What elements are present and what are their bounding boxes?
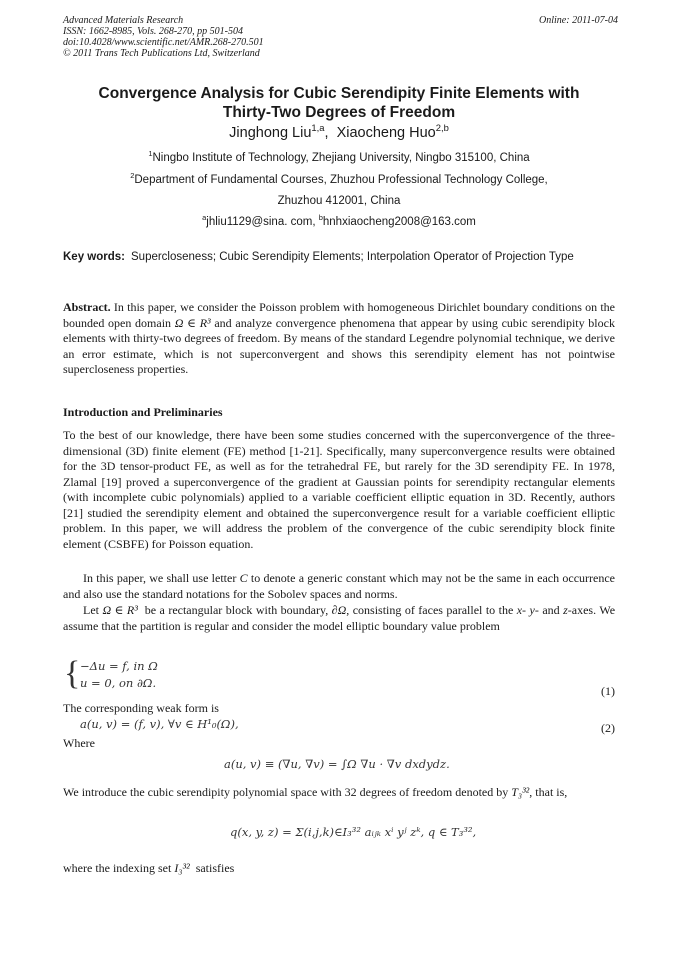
abstract-domain-expr: Ω ∈ R³ bbox=[174, 315, 211, 330]
author-emails bbox=[63, 215, 615, 229]
poly-definition: q(x, y, z) = Σ(i,j,k)∈I₃³² aᵢⱼₖ xⁱ yʲ zᵏ, q ∈ T₃³², bbox=[230, 825, 477, 839]
affiliation-2 bbox=[63, 173, 615, 187]
poly-space-symbol: T₃³² bbox=[511, 785, 530, 799]
axis-x: x- bbox=[516, 603, 527, 617]
weak-form-intro: The corresponding weak form is bbox=[63, 701, 219, 715]
keywords-text: Supercloseness; Cubic Serendipity Elements; Interpolation Operator of Projection Type bbox=[131, 251, 574, 263]
index-text-a: where the indexing set bbox=[63, 861, 175, 875]
index-text-b: satisfies bbox=[189, 861, 235, 875]
axis-y: y- bbox=[529, 603, 539, 617]
p3-text-c: , consisting of faces parallel to the bbox=[346, 603, 517, 617]
title-line-2: Thirty-Two Degrees of Freedom bbox=[222, 104, 456, 121]
affiliation-2-city: Zhuzhou 412001, China bbox=[277, 195, 401, 207]
where-label: Where bbox=[63, 736, 95, 750]
affiliation-2-text: Department of Fundamental Courses, Zhuzhou Professional Technology College, bbox=[134, 174, 548, 186]
intro-paragraph-1: To the best of our knowledge, there have been some studies concerned with the superconvergence of the three-dimensional (3D) finite element (FE) method [1-21]. Specifically, many superconvergence results were obtained for the 3D tensor-product FE, as well as for the tetrahedral FE, but rarely for the 3D serendipity FE. In 1978, Zlamal [19] proved a superconvergence of the gradient at Gaussian points for serendipity rectangular elements (with incomplete cubic polynomials) applied to a variable coefficient elliptic equation in 3D. Recently, authors [21] studied the serendipity element and obtained the superconvergence result for a variable coefficient elliptic problem. In this paper, we will address the problem of the convergence of the cubic serendipity block finite element (CSBFE) for Poisson equation. bbox=[63, 428, 615, 551]
intro-paragraph-2 bbox=[63, 571, 615, 602]
abstract-label: Abstract. bbox=[63, 300, 111, 314]
eq1-number: (1) bbox=[601, 684, 615, 698]
affiliation-1-text: Ningbo Institute of Technology, Zhejiang University, Ningbo 315100, China bbox=[152, 152, 530, 164]
p2-text-b: to denote a generic constant which may not be the same in each occurrence and also use the standard notations for the Sobolev spaces and norms. bbox=[63, 571, 616, 601]
email-a: jhliu1129@sina. com, bbox=[206, 216, 319, 228]
journal-doi: doi:10.4028/www.scientific.net/AMR.268-270.501 bbox=[63, 37, 264, 48]
author-2-affiliation: 2,b bbox=[435, 122, 449, 134]
eq1-line-2: u = 0, on ∂Ω. bbox=[80, 676, 157, 690]
email-a-marker: a bbox=[202, 213, 207, 223]
eq2-number: (2) bbox=[601, 721, 615, 735]
p3-text-b: be a rectangular block with boundary, bbox=[137, 603, 332, 617]
journal-issn: ISSN: 1662-8985, Vols. 268-270, pp 501-504 bbox=[63, 26, 243, 37]
author-1: Jinghong Liu bbox=[229, 125, 312, 141]
keywords bbox=[63, 250, 615, 264]
abstract-text-2: and analyze convergence phenomena that appear by using cubic serendipity block elements with thirty-two degrees of freedom. By means of the standard Legendre polynomial technique, we derive an error estimate, which is not superconvergent and shows this serendipity element has not pointwise supercloseness properties. bbox=[63, 315, 615, 376]
affiliation-1 bbox=[63, 151, 615, 165]
p3-boundary-expr: ∂Ω bbox=[331, 603, 347, 617]
journal-name: Advanced Materials Research bbox=[63, 15, 184, 26]
index-set-intro bbox=[63, 861, 234, 876]
intro-paragraph-3: Let Ω ∈ R³ be a rectangular block with boundary, ∂Ω, consisting of faces parallel to the x- y- and z-axes. We assume that the partition is regular and consider the model elliptic boundary value problem bbox=[63, 603, 616, 633]
affiliation-2-marker: 2 bbox=[130, 171, 135, 181]
title-line-1: Convergence Analysis for Cubic Serendipity Finite Elements with bbox=[98, 85, 580, 102]
section-heading: Introduction and Preliminaries bbox=[63, 405, 223, 419]
constant-c: C bbox=[239, 571, 248, 585]
poly-intro-text-a: We introduce the cubic serendipity polynomial space with 32 degrees of freedom denoted by bbox=[63, 785, 512, 799]
abstract bbox=[63, 300, 615, 378]
email-b: hnhxiaocheng2008@163.com bbox=[322, 216, 476, 228]
index-set-symbol: I₃³² bbox=[174, 861, 190, 875]
bilinear-form: a(u, v) ≡ (∇u, ∇v) = ∫Ω ∇u · ∇v dxdydz. bbox=[224, 757, 450, 771]
journal-copyright: © 2011 Trans Tech Publications Ltd, Switzerland bbox=[63, 48, 260, 59]
keywords-label: Key words: bbox=[63, 251, 125, 263]
paper-title bbox=[63, 84, 615, 122]
author-separator: , bbox=[324, 125, 337, 141]
axis-z: z- bbox=[563, 603, 572, 617]
email-b-marker: b bbox=[318, 213, 323, 223]
eq2: a(u, v) = (f, v), ∀v ∈ H¹₀(Ω), bbox=[80, 717, 239, 731]
journal-header bbox=[63, 15, 618, 59]
abstract-text-1: In this paper, we consider the Poisson problem with homogeneous Dirichlet boundary conditions on the bounded open domain bbox=[63, 300, 615, 330]
p2-text-a: In this paper, we shall use letter bbox=[83, 571, 240, 585]
author-1-affiliation: 1,a bbox=[311, 122, 325, 134]
author-list bbox=[63, 124, 615, 142]
online-date: Online: 2011-07-04 bbox=[539, 15, 618, 26]
system-brace: { bbox=[64, 655, 81, 692]
p3-domain-expr: Ω ∈ R³ bbox=[102, 603, 138, 617]
eq1-line-1: −Δu = f, in Ω bbox=[80, 659, 158, 673]
p3-text-d: axes. We assume that the partition is regular and consider the model elliptic boundary value problem bbox=[63, 603, 616, 633]
author-2: Xiaocheng Huo bbox=[336, 125, 436, 141]
affiliation-1-marker: 1 bbox=[148, 149, 153, 159]
p3-text-a: Let bbox=[83, 603, 103, 617]
poly-space-intro bbox=[63, 785, 615, 801]
poly-intro-text-b: , that is, bbox=[529, 785, 568, 799]
